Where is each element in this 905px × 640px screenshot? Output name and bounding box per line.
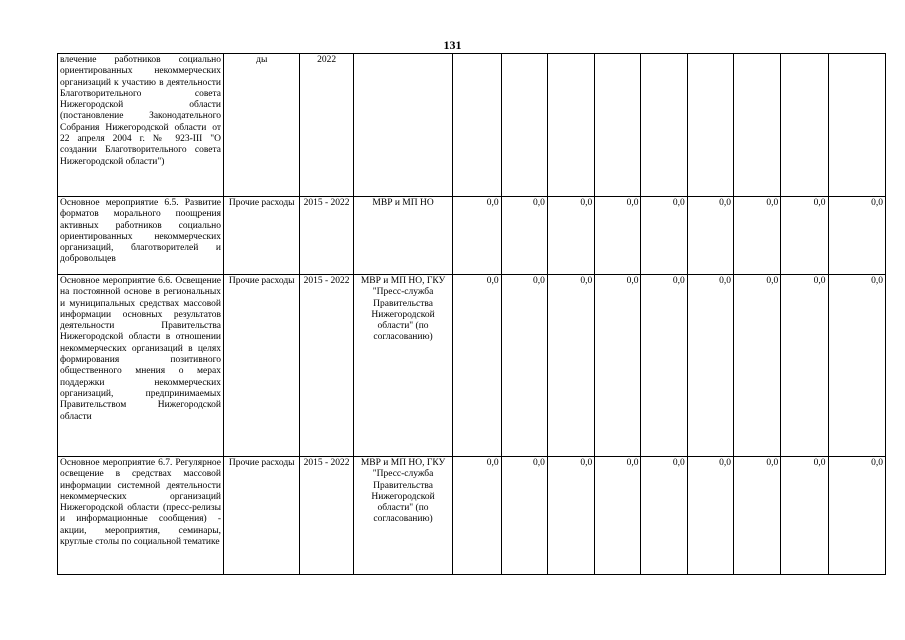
value-cell: [641, 54, 687, 197]
value-cell: 0,0: [687, 275, 733, 457]
value-cell: 0,0: [641, 275, 687, 457]
value-cell: 0,0: [733, 197, 780, 275]
value-cell: 0,0: [547, 457, 594, 575]
page-number: 131: [443, 38, 462, 52]
activity-name-cell: Основное мероприятие 6.6. Освещение на постоянной основе в региональных и муниципальных средствах массовой информации основных результатов деятельности Правительства Нижегородской области в отношении некоммерческих организаций в целях формирования позитивного общественного мнения о мерах поддержки некоммерческих организаций, предпринимаемых Правительством Нижегородской области: [58, 275, 224, 457]
value-cell: [501, 54, 547, 197]
value-cell: [781, 54, 828, 197]
value-cell: [828, 54, 885, 197]
executor-cell: МВР и МП НО: [353, 197, 453, 275]
period-cell: 2022: [300, 54, 353, 197]
value-cell: 0,0: [453, 457, 501, 575]
value-cell: [595, 54, 641, 197]
value-cell: [547, 54, 594, 197]
period-cell: 2015 - 2022: [300, 457, 353, 575]
table-row: [58, 197, 886, 275]
activity-name-cell: Основное мероприятие 6.7. Регулярное освещение в средствах массовой информации системной деятельности некоммерческих организаций Нижегородской области (пресс-релизы и информационные сообщения) - акции, мероприятия, семинары, круглые столы по социальной тематике: [58, 457, 224, 575]
value-cell: 0,0: [781, 197, 828, 275]
program-activities-table: [57, 53, 886, 575]
value-cell: [453, 54, 501, 197]
value-cell: 0,0: [733, 275, 780, 457]
value-cell: 0,0: [595, 275, 641, 457]
funding-source-cell: ды: [224, 54, 300, 197]
activity-name-cell: влечение работников социально ориентированных некоммерческих организаций к участию в деятельности Благотворительного совета Нижегородской области (постановление Законодательного Собрания Нижегородской области от 22 апреля 2004 г. № 923-III "О создании Благотворительного совета Нижегородской области"): [58, 54, 224, 197]
value-cell: 0,0: [828, 457, 885, 575]
value-cell: [733, 54, 780, 197]
value-cell: 0,0: [547, 197, 594, 275]
value-cell: 0,0: [828, 275, 885, 457]
value-cell: 0,0: [453, 197, 501, 275]
value-cell: [687, 54, 733, 197]
funding-source-cell: Прочие расходы: [224, 197, 300, 275]
value-cell: 0,0: [595, 197, 641, 275]
value-cell: 0,0: [501, 197, 547, 275]
value-cell: 0,0: [687, 197, 733, 275]
table-row: [58, 275, 886, 457]
value-cell: 0,0: [828, 197, 885, 275]
value-cell: 0,0: [547, 275, 594, 457]
funding-source-cell: Прочие расходы: [224, 457, 300, 575]
value-cell: 0,0: [781, 275, 828, 457]
period-cell: 2015 - 2022: [300, 275, 353, 457]
funding-source-cell: Прочие расходы: [224, 275, 300, 457]
activity-name-cell: Основное мероприятие 6.5. Развитие форматов морального поощрения активных работников социально ориентированных некоммерческих организаций, благотворителей и добровольцев: [58, 197, 224, 275]
executor-cell: МВР и МП НО, ГКУ "Пресс-служба Правительства Нижегородской области" (по согласованию): [353, 457, 453, 575]
value-cell: 0,0: [781, 457, 828, 575]
value-cell: 0,0: [595, 457, 641, 575]
value-cell: 0,0: [733, 457, 780, 575]
value-cell: 0,0: [453, 275, 501, 457]
value-cell: 0,0: [501, 457, 547, 575]
executor-cell: [353, 54, 453, 197]
executor-cell: МВР и МП НО, ГКУ "Пресс-служба Правительства Нижегородской области" (по согласованию): [353, 275, 453, 457]
table-row: [58, 54, 886, 197]
period-cell: 2015 - 2022: [300, 197, 353, 275]
value-cell: 0,0: [641, 197, 687, 275]
value-cell: 0,0: [641, 457, 687, 575]
table-row: [58, 457, 886, 575]
value-cell: 0,0: [687, 457, 733, 575]
value-cell: 0,0: [501, 275, 547, 457]
